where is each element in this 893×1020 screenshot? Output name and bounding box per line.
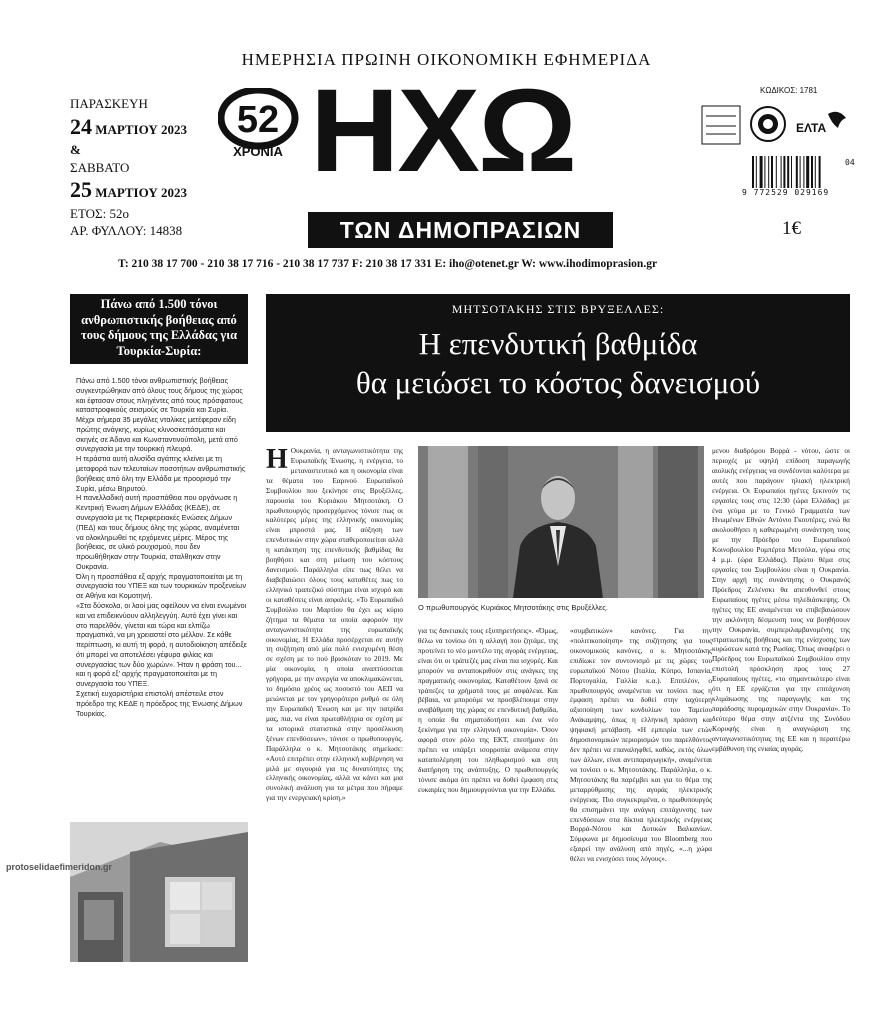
date1-day: 24 xyxy=(70,113,92,139)
article-column-4: μενου διαδρόμου Βορρά - νότου, ώστε οι περιοχές με υψηλή επίδοση παραγωγής αιολικής ενέργειας να συνδέονται καλύτερα με αυτές που παράγουν ηλιακή ηλεκτρική ενέργεια. Οι Ευρωπαίοι ηγέτες ξεκινούν τις εργασίες τους στις 12:30 (ώρα Ελλάδας) με ένα γεύμα με το Γενικό Γραμματέα των Ηνωμένων Εθνών Αντόνιο Γκουτέρες, ενώ θα ακολουθήσει η καθιερωμένη συνάντηση τους με την Πρόεδρο του Ευρωπαϊκού Κοινοβουλίου Ρομπέρτα Μετσόλα, γύρω στις 4 μ.μ. (ώρα Ελλάδας). Πρώτο θέμα στις εργασίες του Συμβουλίου είναι η Ουκρανία. Στην αρχή της συνάντησης ο Ουκρανός Πρόεδρος Ζελένσκι θα απευθυνθεί στους Ευρωπαίους ηγέτες μέσω τηλεδιάσκεψης. Οι ηγέτες της ΕΕ αναμένεται να επιβεβαιώσουν την ακλόνητη δέσμευση τους να βοηθήσουν την Ουκρανία, συμπεριλαμβανομένης της στρατιωτικής βοήθειας και της ενίσχυσης των κυρώσεων κατά της Ρωσίας. Όπως αναφέρει ο Πρόεδρος του Ευρωπαϊκού Συμβουλίου στην επιστολή πρόσκληση προς τους 27 Ευρωπαίους ηγέτες, «το σημαντικότερο είναι ότι η ΕΕ εργάζεται για την επιτάχυνση κλιμάκωσης της παραγωγής και της παράδοσης πυρομαχικών στην Ουκρανία». Το δεύτερο θέμα στην ατζέντα της Συνόδου Κορυφής είναι η αναγνώριση της ανταγωνιστικότητας της ΕΕ και η περαιτέρω εμβάθυνση της ενιαίας αγοράς. xyxy=(712,446,850,753)
barcode xyxy=(752,156,842,188)
barcode-bar xyxy=(768,156,769,188)
barcode-bar xyxy=(791,156,792,188)
barcode-bar xyxy=(756,156,757,188)
kicker: ΜΗΤΣΟΤΑΚΗΣ ΣΤΙΣ ΒΡΥΞΕΛΛΕΣ: xyxy=(451,302,665,316)
barcode-number: 9 772529 029169 xyxy=(742,188,830,197)
article-column-3: «συμβατικών» κανόνες. Για την «πολιτικοποίηση» της συζήτησης για τους οικονομικούς κανόνες, ο κ. Μητσοτάκης επιδίωκε τον συντονισμό με τις χώρες του ευρωπαϊκού Νότου (Ιταλία, Κύπρο, Ισπανία, Πορτογαλία, Γαλλία κ.α.). Επιπλέον, ο πρωθυπουργός αναμένεται να τονίσει πως η έμφαση πρέπει να δοθεί στην ταχύτερη αξιοποίηση των κονδυλίων του Ταμείου Ανάκαμψης, όπως η ελληνική πράσινη και ψηφιακή μετάβαση. «Η εμπειρία των ετών δημοσιονομικών περιορισμών του παρελθόντος δεν πρέπει να επαναληφθεί, καθώς, εκτός όλων των άλλων, είναι αντιπαραγωγική», αναμένεται να τονίσει ο κ. Μητσοτάκης. Παράλληλα, ο κ. Μητσοτάκης θα παρέμβει και για το θέμα της μεταρρύθμισης της αγοράς ηλεκτρικής ενέργειας. Πιο συγκεκριμένα, ο πρωθυπουργός θα επισημάνει την ανάγκη επιτάχυνσης των επενδύσεων στα δίκτυα ηλεκτρικής ενέργειας Βορρά-Νότου και Δυτικών Βαλκανίων. Σύμφωνα με δημοσίευμα του Bloomberg που εξαιρεί την ανάλυση από πηγές, «...η χώρα θέλει να ενισχύσει τους λόγους». xyxy=(570,626,712,864)
sidebar-paragraph: Όλη η προσπάθεια εξ αρχής πραγματοποιείται με τη συνεργασία του ΥΠΕΞ και των τουρκικών προξενείων σε Αθήνα και Κομοτηνή. xyxy=(76,571,247,601)
sidebar-article xyxy=(76,376,248,718)
anniversary-label: ΧΡΟΝΙΑ xyxy=(233,144,283,158)
column-1-text: Ουκρανία, η ανταγωνιστικότητα της Ευρωπαϊκής Ένωσης, η ενέργεια, το μεταναστευτικό και η οικονομία είναι τα θέματα του Εαρινού Ευρωπαϊκού Συμβουλίου που ξεκίνησε στις Βρυξέλλες, παρουσία του Κυριάκου Μητσοτάκη. Ο πρωθυπουργός προσερχόμενος τόνισε πως οι καλύτερες μέρες της ελληνικής οικονομίας είναι μπροστά μας. Η αύξηση των επενδυτικών στην χώρα σταθεροποιείται αλλά η κατάκτηση της επενδυτικής βαθμίδας θα βοηθήσει και στη μείωση του κόστους δανεισμού. Παράλληλα είπε πως θέλει να διαβεβαιώσει όλους τους καταθέτες πως το ελληνικό τραπεζικό σύστημα είναι ισχυρό και οι καταθέσεις είναι ασφαλείς. «Το Ευρωπαϊκό Συμβούλιο του Μαρτίου θα έχει ως κύριο ζήτημα τα θέματα τα οποία αφορούν την ανταγωνιστικότητα της ευρωπαϊκής οικονομίας. Η Ελλάδα προσέρχεται σε αυτήν τη συζήτηση από μία πολύ ενισχυμένη θέση σε σχέση με το πού βρισκόταν το 2019. Με μία οικονομία, η οποία αναπτύσσεται γρήγορα, με την ανεργία να αποκλιμακώνεται, το δημόσιο χρέος ως ποσοστό του ΑΕΠ να μειώνεται με τον γρηγορότερο ρυθμό σε όλη την Ευρωπαϊκή Ένωση και με την πατρίδα μας, πια, να είναι πρωταθλήτρια σε σχέση με τα ιστορικά στατιστικά στην προσέλκυση ξένων επενδύσεων», τόνισε ο πρωθυπουργός. Παράλληλα ο κ. Μητσοτάκης σημείωσε: «Αυτό επιτρέπει στην ελληνική κυβέρνηση να μιλά με σιγουριά για τις δυνατότητες της ελληνικής οικονομίας, αλλά να κάνει και μια συνολική ανάλυση για τα μέτρα που πήραμε για την ενεργειακή κρίση.» xyxy=(266,446,403,803)
sidebar-paragraph: Σχετική ευχαριστήρια επιστολή απέστειλε στον πρόεδρο της ΚΕΔΕ η πρόεδρος της Ένωσης Δήμων Τουρκίας. xyxy=(76,689,243,718)
barcode-bar xyxy=(796,156,798,188)
day1: ΠΑΡΑΣΚΕΥΗ xyxy=(70,96,148,111)
newspaper-subtitle: ΤΩΝ ΔΗΜΟΠΡΑΣΙΩΝ xyxy=(308,212,613,248)
date2-month: ΜΑΡΤΙΟΥ 2023 xyxy=(95,185,187,201)
sidebar-paragraph: «Στα δύσκολα, οι λαοί μας οφείλουν να είναι ενωμένοι και να επιδεικνύουν αλληλεγγύη. Αυτό έχει γίνει και στο παρελθόν, γίνεται και τώρα και ελπίζω πραγματικά, να μη χρειαστεί στο μέλλον. Σε κάθε περίπτωση, κι αυτή τη φορά, η αυτοδιοίκηση απέδειξε ότι μπορεί να αποτελέσει γέφυρα φιλίας και συνεργασίας των δύο χωρών». Ήταν η φράση του... και η φορά εξ' αρχής πραγματοποιείται με τη συνεργασία του ΥΠΕΞ. xyxy=(76,600,247,689)
article-column-1 xyxy=(266,446,403,962)
publication-code: ΚΩΔΙΚΟΣ: 1781 xyxy=(760,86,818,95)
date1-month: ΜΑΡΤΙΟΥ 2023 xyxy=(95,121,187,137)
hermes-icon xyxy=(828,112,846,128)
barcode-issue: 04 xyxy=(845,158,855,167)
barcode-bar xyxy=(781,156,782,188)
masthead-tagline: ΗΜΕΡΗΣΙΑ ΠΡΩΙΝΗ ΟΙΚΟΝΟΜΙΚΗ ΕΦΗΜΕΡΙΔΑ xyxy=(241,50,652,69)
postal-badges xyxy=(700,102,850,150)
headline-line-2: θα μειώσει το κόστος δανεισμού xyxy=(355,364,761,400)
main-headline-box xyxy=(266,294,850,432)
elta-logo: ΕΛΤΑ xyxy=(796,121,827,135)
barcode-bar xyxy=(783,156,785,188)
newspaper-title: ΗΧΩ xyxy=(310,65,576,197)
article-column-2: για τις δανειακές τους εξυπηρετήσεις». «Όμως, θέλω να τονίσω ότι η αλλαγή που ζητάμε, της προτείνει το νέο μοντέλο της αγοράς ενέργειας, είναι ότι οι τράπεζές μας είναι πια ισχυρές. Και μπορούν να ανταποκριθούν στις ανάγκες της πραγματικής οικονομίας. Καταθέτουν ξανά σε τράπεζες τα χρήματά τους με ασφάλεια. Και βέβαια, να μπορούμε να προσβλέπουμε στην αναβάθμιση της χώρας σε επενδυτική βαθμίδα, η οποία θα σηματοδοτήσει και ένα νέο ξεκίνημα για την ελληνική οικονομία». Όσον αφορά στον ρόλο της ΕΚΤ, επεσήμανε ότι πρέπει να υπάρξει ισορροπία ανάμεσα στην καταπολέμηση του πληθωρισμού και στη διατήρηση της ανάπτυξης. Ο πρωθυπουργός τόνισε ακόμα ότι πρέπει να δοθεί έμφαση στις ευκαιρίες που δημιουργούνται για την Ελλάδα. xyxy=(418,626,558,794)
date-amp: & xyxy=(70,141,81,157)
day2: ΣΑΒΒΑΤΟ xyxy=(70,159,130,175)
barcode-bar xyxy=(764,156,765,188)
sidebar-paragraph: Μέχρι σήμερα 35 μεγάλες νταλίκες μετέφεραν είδη πρώτης ανάγκης, κυρίως κλινοσκεπάσματα και σκηνές σε Άδανα και Κωνσταντινούπολη, μετά από συνεργασία με την τουρκική πλευρά. xyxy=(76,415,238,454)
barcode-bar xyxy=(776,156,777,188)
sidebar-paragraph: Η τεράστια αυτή αλυσίδα αγάπης κλείνει με τη μεταφορά των τελευταίων ποσοτήτων ανθρωπιστικής βοήθειας από όλη την Ελλάδα με προορισμό την Συρία, μέσω Βηρυτού. xyxy=(76,454,246,493)
aid-warehouse-photo xyxy=(70,822,248,962)
barcode-bar xyxy=(815,156,816,188)
barcode-bar xyxy=(819,156,821,188)
barcode-bar xyxy=(800,156,801,188)
barcode-bar xyxy=(803,156,804,188)
contact-line: T: 210 38 17 700 - 210 38 17 716 - 210 38 17 737 F: 210 38 17 331 E: iho@otenet.gr W: www.ihodimoprasion.gr xyxy=(118,258,658,270)
issue-label: ΑΡ. ΦΥΛΛΟΥ: 14838 xyxy=(70,223,183,239)
postage-paid-icon xyxy=(702,106,740,144)
anniversary-52-logo xyxy=(218,88,302,158)
price: 1€ xyxy=(782,218,801,239)
barcode-bar xyxy=(806,156,809,188)
headline-line-1: Η επενδυτική βαθμίδα xyxy=(418,326,698,361)
year-label: ΕΤΟΣ: 52ο xyxy=(70,205,129,221)
prime-minister-photo xyxy=(418,446,704,598)
watermark: protoselidaefimeridon.gr xyxy=(6,862,113,872)
sidebar-paragraph: Η πανελλαδική αυτή προσπάθεια που οργάνωσε η Κεντρική Ένωση Δήμων Ελλάδας (ΚΕΔΕ), σε συνεργασία με τις Περιφερειακές Ενώσεις Δήμων (ΠΕΔ) και τους δήμους όλης της χώρας, αναμένεται να ολοκληρωθεί τις ερχόμενες μέρες. Μέρος της βοήθειας, σε υλικό ρουχισμού, που δεν προωθήθηκαν στην Τουρκία, σταλθηκαν στην Ουκρανία. xyxy=(76,493,240,571)
barcode-bar xyxy=(752,156,754,188)
barcode-bar xyxy=(811,156,813,188)
date-block xyxy=(70,94,187,241)
barcode-bar xyxy=(771,156,773,188)
dropcap: Η xyxy=(266,446,288,475)
barcode-bar xyxy=(787,156,789,188)
date2-day: 25 xyxy=(70,177,92,203)
barcode-bar xyxy=(760,156,763,188)
anniversary-number: 52 xyxy=(236,99,280,141)
sidebar-headline: Πάνω από 1.500 τόνοι ανθρωπιστικής βοήθειας από τους δήμους της Ελλάδας για Τουρκία-Συρία: xyxy=(70,294,248,364)
photo-caption: Ο πρωθυπουργός Κυριάκος Μητσοτάκης στις Βρυξέλλες. xyxy=(418,603,608,612)
sidebar-paragraph: Πάνω από 1.500 τόνοι ανθρωπιστικής βοήθειας συγκεντρώθηκαν από όλους τους δήμους της χώρας και έφτασαν στους πληγέντες από τους πρόσφατους καταστροφικούς σεισμούς σε Τουρκία και Συρία. xyxy=(76,376,243,415)
